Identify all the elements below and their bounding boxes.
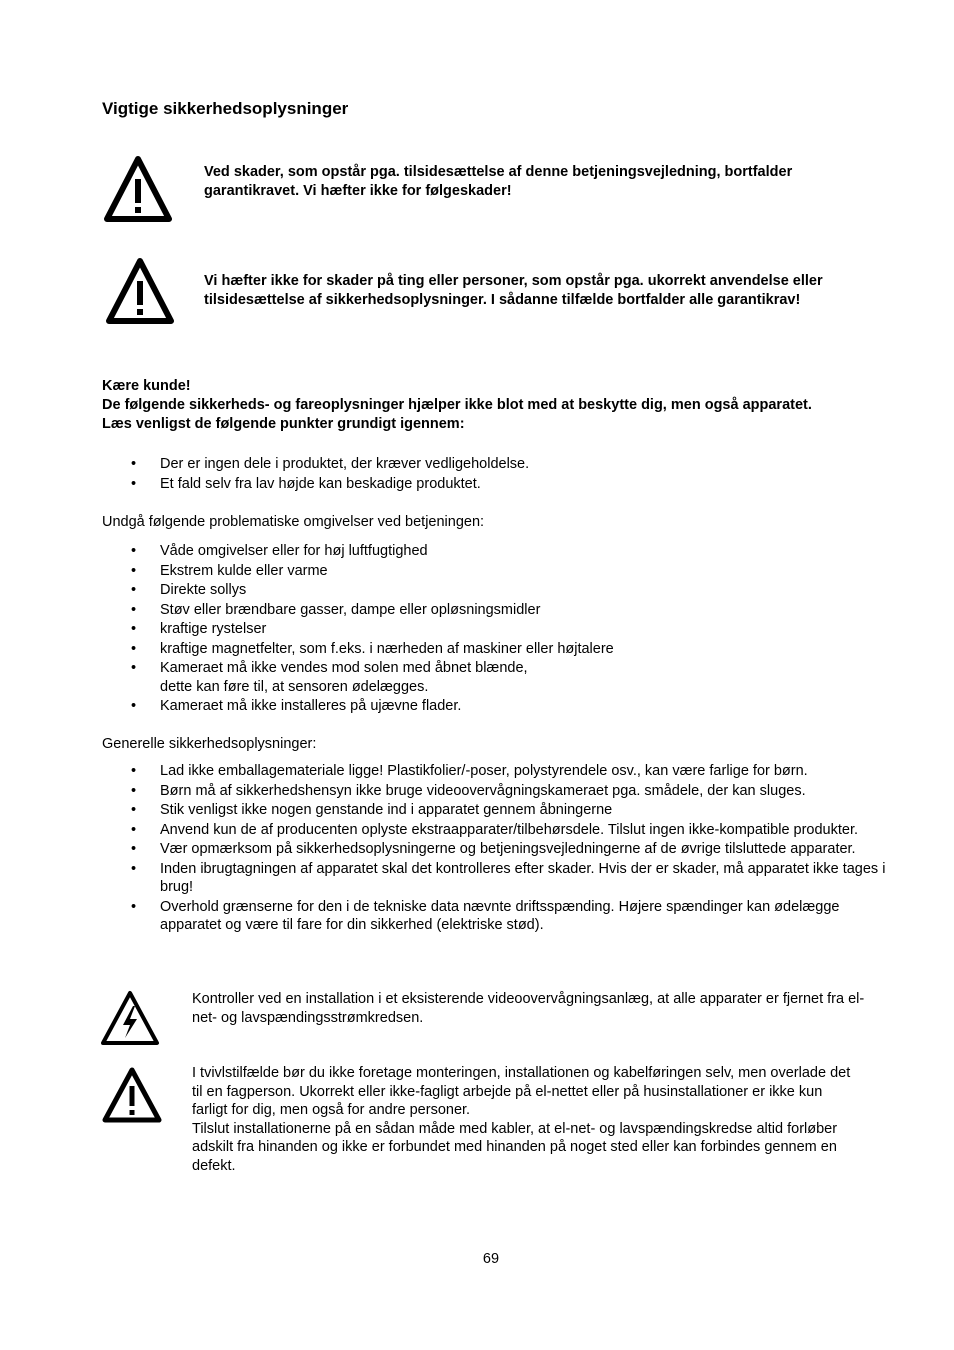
page-number: 69 xyxy=(482,1251,500,1267)
list-item: • Anvend kun de af producenten oplyste ekstraapparater/tilbehørsdele. Tilslut ingen ikke-kompatible produkter. xyxy=(102,821,892,840)
list-item: • Overhold grænserne for den i de tekniske data nævnte driftsspænding. Højere spændinger kan ødelægge apparatet og være til fare for din sikkerhed (elektriske stød). xyxy=(102,898,892,935)
intro-text: De følgende sikkerheds- og fareoplysninger hjælper ikke blot med at beskytte dig, men også apparatet. Læs venligst de følgende punkter grundigt igennem: xyxy=(102,397,812,432)
warning-triangle-icon xyxy=(106,257,174,325)
final-note-paragraph-2: Tilslut installationerne på en sådan måde med kabler, at el-net- og lavspændingskredse altid forløber adskilt fra hinanden og ikke er forbundet med hinanden på noget sted eller kan forbindes gennem en defekt. xyxy=(192,1120,838,1174)
list-item: • Vær opmærksom på sikkerhedsoplysningerne og betjeningsvejledningerne af de øvrige tilsluttede apparater. xyxy=(102,840,892,859)
list-item: • Lad ikke emballagemateriale ligge! Plastikfolier/-poser, polystyrendele osv., kan være farlige for børn. xyxy=(102,762,892,781)
warning-text-2: Vi hæfter ikke for skader på ting eller personer, som opstår pga. ukorrekt anvendelse eller tilsidesættelse af sikkerhedsoplysninger. I sådanne tilfælde bortfalder alle garantikrav! xyxy=(204,273,823,308)
list-item-line: Kameraet må ikke vendes mod solen med åbnet blænde, xyxy=(160,660,528,676)
final-note-paragraph-1: I tvivlstilfælde bør du ikke foretage monteringen, installationen og kabelføringen selv, men overlade det til en fagperson. Ukorrekt eller ikke-fagligt arbejde på el-nettet eller på husinstallationer er ikke kun farligt for dig, men også for andre personer. xyxy=(192,1065,851,1118)
general-safety-heading: Generelle sikkerhedsoplysninger: xyxy=(102,736,317,752)
electric-note: Kontroller ved en installation i et eksisterende videoovervågningsanlæg, at alle apparater er fjernet fra el-net- og lavspændingsstrømkredsen. xyxy=(192,991,865,1026)
list-item xyxy=(102,659,892,696)
list-item: • Våde omgivelser eller for høj luftfugtighed xyxy=(102,542,892,561)
general-safety-list xyxy=(102,762,892,935)
greeting: Kære kunde! xyxy=(102,378,191,394)
warning-triangle-icon xyxy=(104,155,172,223)
high-voltage-icon xyxy=(100,990,160,1046)
environment-list xyxy=(102,542,892,716)
list-item: • Stik venligst ikke nogen genstande ind i apparatet gennem åbningerne xyxy=(102,801,892,820)
final-note xyxy=(192,1064,857,1175)
list-item: • kraftige magnetfelter, som f.eks. i nærheden af maskiner eller højtalere xyxy=(102,640,892,659)
list-item: • Direkte sollys xyxy=(102,581,892,600)
list-item: • Der er ingen dele i produktet, der kræver vedligeholdelse. xyxy=(102,455,892,474)
page-title: Vigtige sikkerhedsoplysninger xyxy=(102,99,349,118)
list-item: • Inden ibrugtagningen af apparatet skal det kontrolleres efter skader. Hvis der er skader, må apparatet ikke tages i brug! xyxy=(102,860,892,897)
warning-triangle-icon xyxy=(102,1066,162,1124)
list-item: • Børn må af sikkerhedshensyn ikke bruge videoovervågningskameraet pga. smådele, der kan sluges. xyxy=(102,782,892,801)
list-item: • Støv eller brændbare gasser, dampe eller opløsningsmidler xyxy=(102,601,892,620)
list-item: • kraftige rystelser xyxy=(102,620,892,639)
environment-heading: Undgå følgende problematiske omgivelser ved betjeningen: xyxy=(102,514,485,530)
maintenance-list xyxy=(102,455,892,493)
list-item: • Kameraet må ikke installeres på ujævne flader. xyxy=(102,697,892,716)
list-item-line: dette kan føre til, at sensoren ødelægges. xyxy=(160,678,429,695)
warning-text-1: Ved skader, som opstår pga. tilsidesættelse af denne betjeningsvejledning, bortfalder garantikravet. Vi hæfter ikke for følgeskader! xyxy=(204,164,793,199)
list-item: • Ekstrem kulde eller varme xyxy=(102,562,892,581)
list-item: • Et fald selv fra lav højde kan beskadige produktet. xyxy=(102,475,892,494)
